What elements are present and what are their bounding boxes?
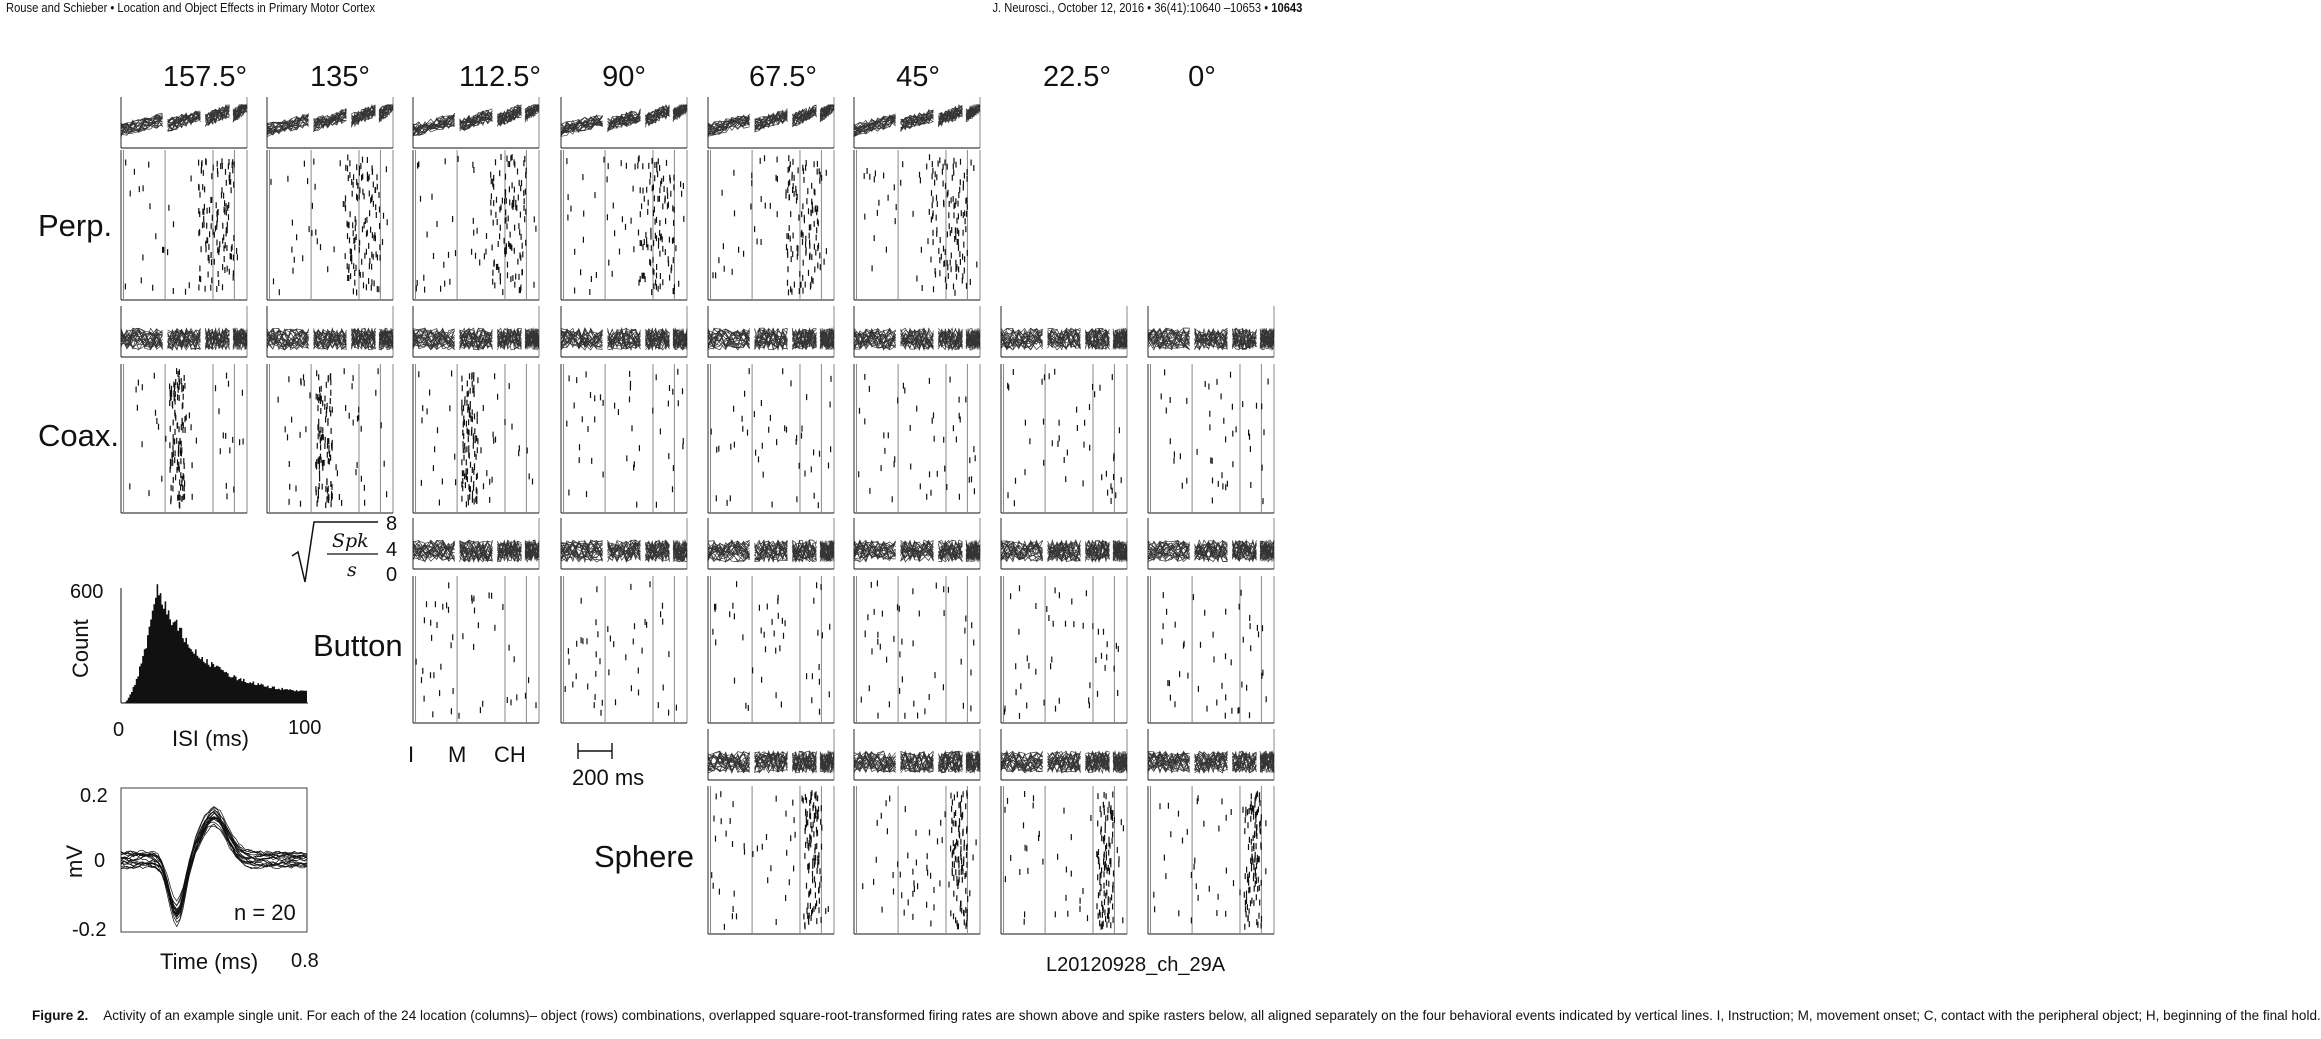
panel [854, 729, 980, 934]
event-labels [408, 742, 526, 767]
panel [1148, 729, 1274, 934]
rate-axis [292, 513, 397, 586]
rate-tick-8: 8 [386, 513, 398, 535]
caption-text: Activity of an example single unit. For each of the 24 location (columns)– object (rows) combinations, overlapped square-root-transformed firing rates are shown above and spike rasters below, all aligned separately on the four behavioral events indicated by vertical lines. I, Instruction; M, movement onset; C, contact with the peripheral object; H, beginning of the final hold. [103, 1008, 2321, 1023]
panel [267, 97, 393, 300]
location-header: 0° [1188, 61, 1216, 93]
isi-histogram [68, 581, 321, 751]
waveform-y-tick-zero: 0 [94, 850, 106, 872]
caption-label: Figure 2. [32, 1008, 89, 1023]
panel [121, 306, 247, 513]
rate-unit-numerator: Spk [332, 530, 369, 552]
scale-bar-line [578, 743, 612, 759]
spike-waveform [62, 785, 319, 974]
location-header: 135° [310, 61, 370, 93]
object-label: Sphere [594, 839, 694, 874]
panel [413, 97, 539, 300]
event-label-contact-hold: CH [494, 742, 526, 767]
location-header: 22.5° [1042, 61, 1112, 93]
waveform-x-tick: 0.8 [291, 950, 319, 972]
panel [1001, 729, 1127, 934]
waveform-x-label: Time (ms) [160, 949, 259, 974]
panel [854, 306, 980, 513]
object-label: Coax. [38, 418, 119, 453]
rate-tick-4: 4 [386, 539, 398, 561]
isi-x-label: ISI (ms) [172, 726, 249, 751]
panel [708, 306, 834, 513]
page-number: 10643 [1270, 0, 1302, 15]
panel [413, 306, 539, 513]
rate-tick-0: 0 [386, 564, 398, 586]
journal-citation: J. Neurosci., October 12, 2016 • 36(41):10640 –10653 • [992, 0, 1271, 15]
location-header: 67.5° [748, 61, 818, 93]
waveform-y-tick-top: 0.2 [80, 785, 108, 807]
isi-histogram-bars [123, 584, 307, 703]
panel [708, 97, 834, 300]
panel [1148, 306, 1274, 513]
unit-id: L20120928_ch_29A [1046, 954, 1226, 976]
panel [708, 518, 834, 723]
panel [854, 518, 980, 723]
scale-bar-label: 200 ms [572, 765, 645, 790]
isi-x-tick-0: 0 [113, 719, 125, 741]
waveform-y-tick-bottom: -0.2 [72, 919, 107, 941]
panel [854, 97, 980, 300]
waveform-y-label: mV [62, 845, 87, 878]
object-label: Perp. [38, 208, 113, 243]
location-header: 112.5° [458, 61, 542, 93]
panel [561, 518, 687, 723]
unit-panels [121, 97, 1274, 934]
location-header: 157.5° [162, 61, 248, 93]
panel [561, 97, 687, 300]
isi-x-tick-100: 100 [288, 717, 322, 739]
panel [413, 518, 539, 723]
location-headers [163, 61, 1216, 93]
isi-y-tick: 600 [70, 581, 104, 603]
panel [1001, 518, 1127, 723]
panel [708, 729, 834, 934]
location-header: 45° [896, 61, 940, 93]
event-label-instruction: I [408, 742, 415, 767]
figure-caption [32, 1005, 2321, 1027]
location-header: 90° [602, 61, 646, 93]
panel [1148, 518, 1274, 723]
panel [121, 97, 247, 300]
panel [561, 306, 687, 513]
running-header-left: Rouse and Schieber • Location and Object Effects in Primary Motor Cortex [6, 0, 376, 15]
isi-y-label: Count [68, 619, 93, 678]
event-label-movement: M [448, 742, 467, 767]
waveform-count: n = 20 [234, 900, 296, 925]
panel [1001, 306, 1127, 513]
rate-unit-denominator: s [347, 559, 357, 581]
time-scale-bar [572, 743, 644, 790]
panel [267, 306, 393, 513]
object-label: Button [313, 628, 403, 663]
